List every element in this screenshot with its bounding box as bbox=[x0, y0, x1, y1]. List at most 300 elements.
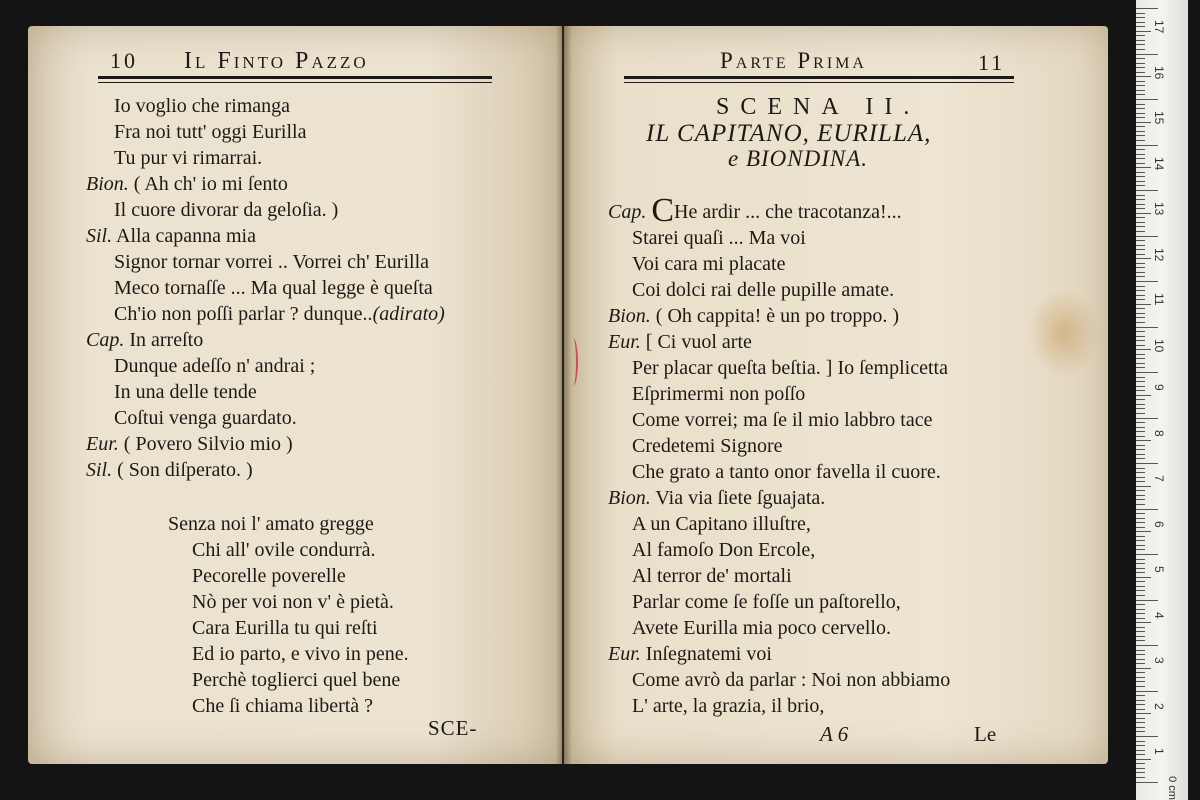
ruler-number: 15 bbox=[1152, 111, 1166, 125]
ruler-tick bbox=[1136, 604, 1145, 605]
verse-line bbox=[86, 432, 293, 456]
ruler-tick bbox=[1136, 185, 1145, 186]
verse-line bbox=[114, 354, 315, 378]
ruler-tick bbox=[1136, 691, 1158, 692]
ruler-tick bbox=[1136, 568, 1145, 569]
right-page-number: 11 bbox=[978, 50, 1006, 75]
speaker-label: Eur. bbox=[86, 433, 119, 455]
ruler-tick bbox=[1136, 522, 1145, 523]
ruler-tick bbox=[1136, 236, 1158, 237]
line-text: Coi dolci rai delle pupille amate. bbox=[632, 279, 895, 301]
ruler-tick bbox=[1136, 313, 1145, 314]
line-text: ( Son diſperato. ) bbox=[117, 459, 253, 481]
line-text: Tu pur vi rimarrai. bbox=[114, 147, 263, 169]
ruler-tick bbox=[1136, 17, 1145, 18]
ruler-tick bbox=[1136, 559, 1145, 560]
ruler-tick bbox=[1136, 167, 1151, 168]
ruler-tick bbox=[1136, 317, 1145, 318]
line-text: ( Ah ch' io mi ſento bbox=[133, 173, 288, 195]
ruler-tick bbox=[1136, 581, 1145, 582]
ruler-tick bbox=[1136, 40, 1145, 41]
ruler-number: 4 bbox=[1152, 611, 1166, 619]
ruler-tick bbox=[1136, 681, 1145, 682]
ruler-tick bbox=[1136, 222, 1145, 223]
ruler-tick bbox=[1136, 8, 1158, 9]
ruler-tick bbox=[1136, 245, 1145, 246]
ruler-tick bbox=[1136, 145, 1158, 146]
ruler-tick bbox=[1136, 304, 1151, 305]
scene-title: SCENA II. bbox=[716, 94, 921, 120]
ruler-tick bbox=[1136, 768, 1145, 769]
ruler-tick bbox=[1136, 72, 1145, 73]
line-text: Alla capanna mia bbox=[116, 225, 256, 247]
line-text: A un Capitano illuſtre, bbox=[632, 513, 811, 535]
ruler-tick bbox=[1136, 722, 1145, 723]
ruler-tick bbox=[1136, 276, 1145, 277]
ruler-tick bbox=[1136, 463, 1158, 464]
ruler-tick bbox=[1136, 13, 1145, 14]
ruler-tick bbox=[1136, 654, 1145, 655]
ruler-tick bbox=[1136, 427, 1145, 428]
ruler-tick bbox=[1136, 572, 1145, 573]
ruler-tick bbox=[1136, 408, 1145, 409]
ruler-tick bbox=[1136, 686, 1145, 687]
ruler-number: 13 bbox=[1152, 202, 1166, 216]
line-text: Voi cara mi placate bbox=[632, 253, 786, 275]
line-text: ( Povero Silvio mio ) bbox=[123, 433, 293, 455]
line-text: In una delle tende bbox=[114, 381, 257, 403]
ruler-tick bbox=[1136, 104, 1145, 105]
ruler-tick bbox=[1136, 549, 1145, 550]
ruler-number: 8 bbox=[1152, 429, 1166, 437]
ruler-tick bbox=[1136, 44, 1145, 45]
ruler-number: 6 bbox=[1152, 520, 1166, 528]
ruler-tick bbox=[1136, 26, 1145, 27]
ruler-tick bbox=[1136, 458, 1145, 459]
verse-line bbox=[632, 460, 941, 484]
ruler-tick bbox=[1136, 413, 1145, 414]
ruler-tick bbox=[1136, 135, 1145, 136]
ruler-tick bbox=[1136, 395, 1151, 396]
ruler-tick bbox=[1136, 254, 1145, 255]
book-gutter bbox=[556, 26, 572, 764]
aria-line: Nò per voi non v' è pietà. bbox=[192, 591, 394, 613]
ruler-tick bbox=[1136, 158, 1145, 159]
ruler-tick bbox=[1136, 204, 1145, 205]
ruler-tick bbox=[1136, 213, 1151, 214]
line-text: Signor tornar vorrei .. Vorrei ch' Eurilla bbox=[114, 251, 430, 273]
right-running-head: Parte Prima bbox=[720, 48, 867, 73]
aria-line: Pecorelle poverelle bbox=[192, 565, 346, 587]
verse-line bbox=[114, 276, 433, 300]
ruler-tick bbox=[1136, 299, 1145, 300]
ruler-tick bbox=[1136, 618, 1145, 619]
ruler-tick bbox=[1136, 440, 1151, 441]
ruler-number: 3 bbox=[1152, 657, 1166, 664]
aria-line: Perchè toglierci quel bene bbox=[192, 669, 401, 691]
ruler-tick bbox=[1136, 240, 1145, 241]
scene-characters-cont: e BIONDINA. bbox=[728, 146, 869, 171]
ruler-tick bbox=[1136, 695, 1145, 696]
speaker-label: Sil. bbox=[86, 459, 113, 481]
ruler-number: 10 bbox=[1152, 338, 1166, 352]
ruler-tick bbox=[1136, 363, 1145, 364]
ruler-tick bbox=[1136, 94, 1145, 95]
ruler-tick bbox=[1136, 99, 1158, 100]
ruler-tick bbox=[1136, 386, 1145, 387]
verse-line bbox=[86, 224, 256, 248]
line-text: Per placar queſta beſtia. ] Io ſemplicetta bbox=[632, 357, 948, 379]
ruler-tick bbox=[1136, 772, 1145, 773]
speaker-label: Eur. bbox=[608, 331, 641, 353]
ruler-tick bbox=[1136, 504, 1145, 505]
ruler-tick bbox=[1136, 622, 1151, 623]
verse-line bbox=[608, 192, 902, 229]
speaker-label: Cap. bbox=[86, 329, 125, 351]
measuring-ruler bbox=[1136, 0, 1188, 800]
ruler-tick bbox=[1136, 513, 1145, 514]
ruler-tick bbox=[1136, 727, 1145, 728]
verse-line bbox=[632, 382, 805, 406]
ruler-tick bbox=[1136, 349, 1151, 350]
ruler-tick bbox=[1136, 190, 1158, 191]
ruler-tick bbox=[1136, 149, 1145, 150]
ruler-tick bbox=[1136, 90, 1145, 91]
ruler-tick bbox=[1136, 613, 1145, 614]
ruler-tick bbox=[1136, 777, 1145, 778]
ruler-tick bbox=[1136, 645, 1158, 646]
verse-line bbox=[114, 198, 338, 222]
line-text: Ch'io non poſſi parlar ? dunque.. bbox=[114, 303, 373, 325]
ruler-tick bbox=[1136, 372, 1158, 373]
ruler-tick bbox=[1136, 154, 1145, 155]
ruler-tick bbox=[1136, 367, 1145, 368]
ruler-tick bbox=[1136, 54, 1158, 55]
aria-line: Che ſi chiama libertà ? bbox=[192, 695, 374, 717]
ruler-tick bbox=[1136, 290, 1145, 291]
left-head-rule-thin bbox=[98, 82, 492, 83]
ruler-tick bbox=[1136, 272, 1145, 273]
verse-line bbox=[114, 94, 290, 118]
ruler-tick bbox=[1136, 750, 1145, 751]
line-text: Eſprimermi non poſſo bbox=[632, 383, 806, 405]
verse-line bbox=[114, 302, 445, 326]
ruler-tick bbox=[1136, 540, 1145, 541]
ruler-number: 14 bbox=[1152, 156, 1166, 170]
drop-cap: C bbox=[651, 192, 675, 229]
ruler-tick bbox=[1136, 122, 1151, 123]
aria-line: Senza noi l' amato gregge bbox=[168, 513, 374, 535]
ruler-number: 12 bbox=[1152, 247, 1166, 261]
signature-mark: A 6 bbox=[820, 722, 849, 746]
ruler-tick bbox=[1136, 258, 1151, 259]
ruler-tick bbox=[1136, 331, 1145, 332]
speaker-label: Bion. bbox=[608, 305, 651, 327]
ruler-tick bbox=[1136, 345, 1145, 346]
ruler-tick bbox=[1136, 663, 1145, 664]
ruler-tick bbox=[1136, 731, 1145, 732]
verse-line bbox=[632, 538, 815, 562]
ruler-tick bbox=[1136, 58, 1145, 59]
ruler-tick bbox=[1136, 509, 1158, 510]
ruler-number: 5 bbox=[1152, 566, 1166, 573]
paper-stain bbox=[1028, 288, 1100, 378]
ruler-tick bbox=[1136, 586, 1145, 587]
ruler-tick bbox=[1136, 600, 1158, 601]
verse-line bbox=[632, 434, 783, 458]
ruler-tick bbox=[1136, 536, 1145, 537]
right-catchword: Le bbox=[974, 722, 997, 746]
ruler-tick bbox=[1136, 527, 1145, 528]
verse-line bbox=[632, 616, 891, 640]
ruler-tick bbox=[1136, 577, 1151, 578]
ruler-tick bbox=[1136, 481, 1145, 482]
verse-line bbox=[632, 252, 785, 276]
line-text: Fra noi tutt' oggi Eurilla bbox=[114, 121, 307, 143]
aria-line: Cara Eurilla tu qui reſti bbox=[192, 617, 378, 639]
ruler-tick bbox=[1136, 286, 1145, 287]
line-text: L' arte, la grazia, il brio, bbox=[632, 695, 825, 717]
ruler-tick bbox=[1136, 231, 1145, 232]
ruler-tick bbox=[1136, 31, 1151, 32]
ruler-tick bbox=[1136, 63, 1145, 64]
ruler-tick bbox=[1136, 381, 1145, 382]
stage-direction: (adirato) bbox=[372, 303, 445, 325]
ruler-tick bbox=[1136, 677, 1145, 678]
open-book bbox=[28, 26, 1108, 764]
verse-line bbox=[114, 380, 257, 404]
ruler-tick bbox=[1136, 140, 1145, 141]
line-text: Io voglio che rimanga bbox=[114, 95, 291, 117]
left-page-number: 10 bbox=[110, 48, 138, 73]
ruler-tick bbox=[1136, 354, 1145, 355]
ruler-tick bbox=[1136, 668, 1151, 669]
ruler-number: 2 bbox=[1152, 702, 1166, 710]
verse-line bbox=[632, 356, 948, 380]
verse-line bbox=[632, 668, 950, 692]
line-text: Credetemi Signore bbox=[632, 435, 783, 457]
ruler-tick bbox=[1136, 490, 1145, 491]
line-text: Avete Eurilla mia poco cervello. bbox=[632, 617, 891, 639]
ruler-tick bbox=[1136, 226, 1145, 227]
ruler-tick bbox=[1136, 745, 1145, 746]
ruler-tick bbox=[1136, 176, 1145, 177]
ruler-tick bbox=[1136, 108, 1145, 109]
ruler-tick bbox=[1136, 709, 1145, 710]
ruler-tick bbox=[1136, 563, 1145, 564]
verse-line bbox=[608, 642, 772, 666]
right-head-rule bbox=[624, 76, 1014, 79]
line-text: Che grato a tanto onor favella il cuore. bbox=[632, 461, 941, 483]
ruler-tick bbox=[1136, 545, 1145, 546]
ruler-tick bbox=[1136, 195, 1145, 196]
ruler-tick bbox=[1136, 208, 1145, 209]
ruler-tick bbox=[1136, 449, 1145, 450]
ruler-tick bbox=[1136, 554, 1158, 555]
ruler-number: 7 bbox=[1152, 475, 1166, 482]
verse-line bbox=[114, 146, 262, 170]
speaker-label: Bion. bbox=[86, 173, 129, 195]
ruler-tick bbox=[1136, 418, 1158, 419]
aria-line: Chi all' ovile condurrà. bbox=[192, 539, 376, 561]
ruler-tick bbox=[1136, 627, 1145, 628]
ruler-tick bbox=[1136, 399, 1145, 400]
verse-line bbox=[86, 172, 288, 196]
ruler-tick bbox=[1136, 636, 1145, 637]
ruler-tick bbox=[1136, 267, 1145, 268]
verse-line bbox=[114, 250, 429, 274]
ruler-tick bbox=[1136, 377, 1145, 378]
line-text: Coſtui venga guardato. bbox=[114, 407, 297, 429]
ruler-tick bbox=[1136, 700, 1145, 701]
verse-line bbox=[632, 226, 806, 250]
ruler-tick bbox=[1136, 454, 1145, 455]
ruler-tick bbox=[1136, 295, 1145, 296]
ruler-number: 9 bbox=[1152, 384, 1166, 391]
ruler-tick bbox=[1136, 249, 1145, 250]
verse-line bbox=[86, 458, 253, 482]
ruler-tick bbox=[1136, 181, 1145, 182]
verse-line bbox=[608, 330, 752, 354]
right-page bbox=[564, 26, 1108, 764]
speaker-label: Cap. bbox=[608, 201, 647, 223]
ruler-tick bbox=[1136, 531, 1151, 532]
verse-line bbox=[114, 120, 306, 144]
verse-line bbox=[632, 694, 824, 718]
ruler-tick bbox=[1136, 126, 1145, 127]
line-text: [ Ci vuol arte bbox=[645, 331, 752, 353]
ruler-tick bbox=[1136, 131, 1145, 132]
line-text: Come vorrei; ma ſe il mio labbro tace bbox=[632, 409, 933, 431]
ruler-tick bbox=[1136, 445, 1145, 446]
ruler-tick bbox=[1136, 76, 1151, 77]
ruler-tick bbox=[1136, 199, 1145, 200]
ruler-tick bbox=[1136, 336, 1145, 337]
aria-line: Ed io parto, e vivo in pene. bbox=[192, 643, 409, 665]
left-catchword: SCE- bbox=[428, 716, 478, 740]
ruler-tick bbox=[1136, 404, 1145, 405]
ruler-tick bbox=[1136, 327, 1158, 328]
ruler-tick bbox=[1136, 468, 1145, 469]
ruler-tick bbox=[1136, 263, 1145, 264]
ruler-tick bbox=[1136, 472, 1145, 473]
ruler-tick bbox=[1136, 486, 1151, 487]
ruler-tick bbox=[1136, 495, 1145, 496]
ruler-tick bbox=[1136, 217, 1145, 218]
ruler-tick bbox=[1136, 422, 1145, 423]
ruler-tick bbox=[1136, 499, 1145, 500]
verse-line bbox=[608, 486, 825, 510]
ruler-tick bbox=[1136, 113, 1145, 114]
verse-line bbox=[86, 328, 203, 352]
ruler-number: 1 bbox=[1152, 748, 1166, 755]
ruler-tick bbox=[1136, 741, 1145, 742]
ruler-tick bbox=[1136, 718, 1145, 719]
speaker-label: Bion. bbox=[608, 487, 651, 509]
ruler-tick bbox=[1136, 595, 1145, 596]
ruler-tick bbox=[1136, 49, 1145, 50]
ruler-tick bbox=[1136, 713, 1151, 714]
ruler-unit: 0 cm bbox=[1165, 776, 1178, 800]
ruler-tick bbox=[1136, 763, 1145, 764]
verse-line bbox=[114, 406, 297, 430]
ruler-tick bbox=[1136, 672, 1145, 673]
line-text: Dunque adeſſo n' andrai ; bbox=[114, 355, 316, 377]
line-text: Come avrò da parlar : Noi non abbiamo bbox=[632, 669, 951, 691]
scene-characters: IL CAPITANO, EURILLA, bbox=[646, 120, 932, 147]
line-text: Starei quaſi ... Ma voi bbox=[632, 227, 806, 249]
line-text: In arreſto bbox=[129, 329, 204, 351]
ruler-tick bbox=[1136, 477, 1145, 478]
right-head-rule-thin bbox=[624, 82, 1014, 83]
left-head-rule bbox=[98, 76, 492, 79]
ruler-tick bbox=[1136, 85, 1145, 86]
ruler-number: 16 bbox=[1152, 65, 1166, 79]
ruler-tick bbox=[1136, 609, 1145, 610]
verse-line bbox=[608, 304, 899, 328]
ruler-tick bbox=[1136, 35, 1145, 36]
ruler-tick bbox=[1136, 22, 1145, 23]
ruler-tick bbox=[1136, 81, 1145, 82]
ruler-tick bbox=[1136, 322, 1145, 323]
ruler-tick bbox=[1136, 518, 1145, 519]
left-running-head: Il Finto Pazzo bbox=[184, 48, 369, 74]
line-text: ( Oh cappita! è un po troppo. ) bbox=[655, 305, 900, 327]
ruler-tick bbox=[1136, 67, 1145, 68]
line-text: Al famoſo Don Ercole, bbox=[632, 539, 816, 561]
ruler-tick bbox=[1136, 640, 1145, 641]
verse-line bbox=[632, 512, 811, 536]
ruler-tick bbox=[1136, 390, 1145, 391]
ruler-tick bbox=[1136, 436, 1145, 437]
ruler-tick bbox=[1136, 782, 1158, 783]
line-text: He ardir ... che tracotanza!... bbox=[674, 201, 902, 223]
verse-line bbox=[632, 408, 932, 432]
line-text: Meco tornaſſe ... Ma qual legge è queſta bbox=[114, 277, 433, 299]
ruler-tick bbox=[1136, 172, 1145, 173]
line-text: Via via ſiete ſguajata. bbox=[655, 487, 826, 509]
ruler-tick bbox=[1136, 754, 1145, 755]
red-margin-mark bbox=[568, 338, 578, 386]
ruler-tick bbox=[1136, 659, 1145, 660]
ruler-tick bbox=[1136, 117, 1145, 118]
verse-line bbox=[632, 564, 792, 588]
verse-line bbox=[632, 278, 894, 302]
left-page bbox=[28, 26, 562, 764]
line-text: Inſegnatemi voi bbox=[645, 643, 772, 665]
line-text: Parlar come ſe foſſe un paſtorello, bbox=[632, 591, 901, 613]
ruler-tick bbox=[1136, 759, 1151, 760]
ruler-tick bbox=[1136, 308, 1145, 309]
line-text: Il cuore divorar da geloſia. ) bbox=[114, 199, 339, 221]
ruler-tick bbox=[1136, 736, 1158, 737]
ruler-tick bbox=[1136, 163, 1145, 164]
ruler-number: 17 bbox=[1152, 20, 1166, 34]
ruler-tick bbox=[1136, 650, 1145, 651]
ruler-tick bbox=[1136, 281, 1158, 282]
line-text: Al terror de' mortali bbox=[632, 565, 792, 587]
ruler-tick bbox=[1136, 631, 1145, 632]
speaker-label: Eur. bbox=[608, 643, 641, 665]
ruler-number: 11 bbox=[1152, 293, 1166, 306]
ruler-tick bbox=[1136, 431, 1145, 432]
ruler-tick bbox=[1136, 704, 1145, 705]
ruler-tick bbox=[1136, 340, 1145, 341]
verse-line bbox=[632, 590, 901, 614]
ruler-tick bbox=[1136, 358, 1145, 359]
ruler-tick bbox=[1136, 590, 1145, 591]
speaker-label: Sil. bbox=[86, 225, 113, 247]
